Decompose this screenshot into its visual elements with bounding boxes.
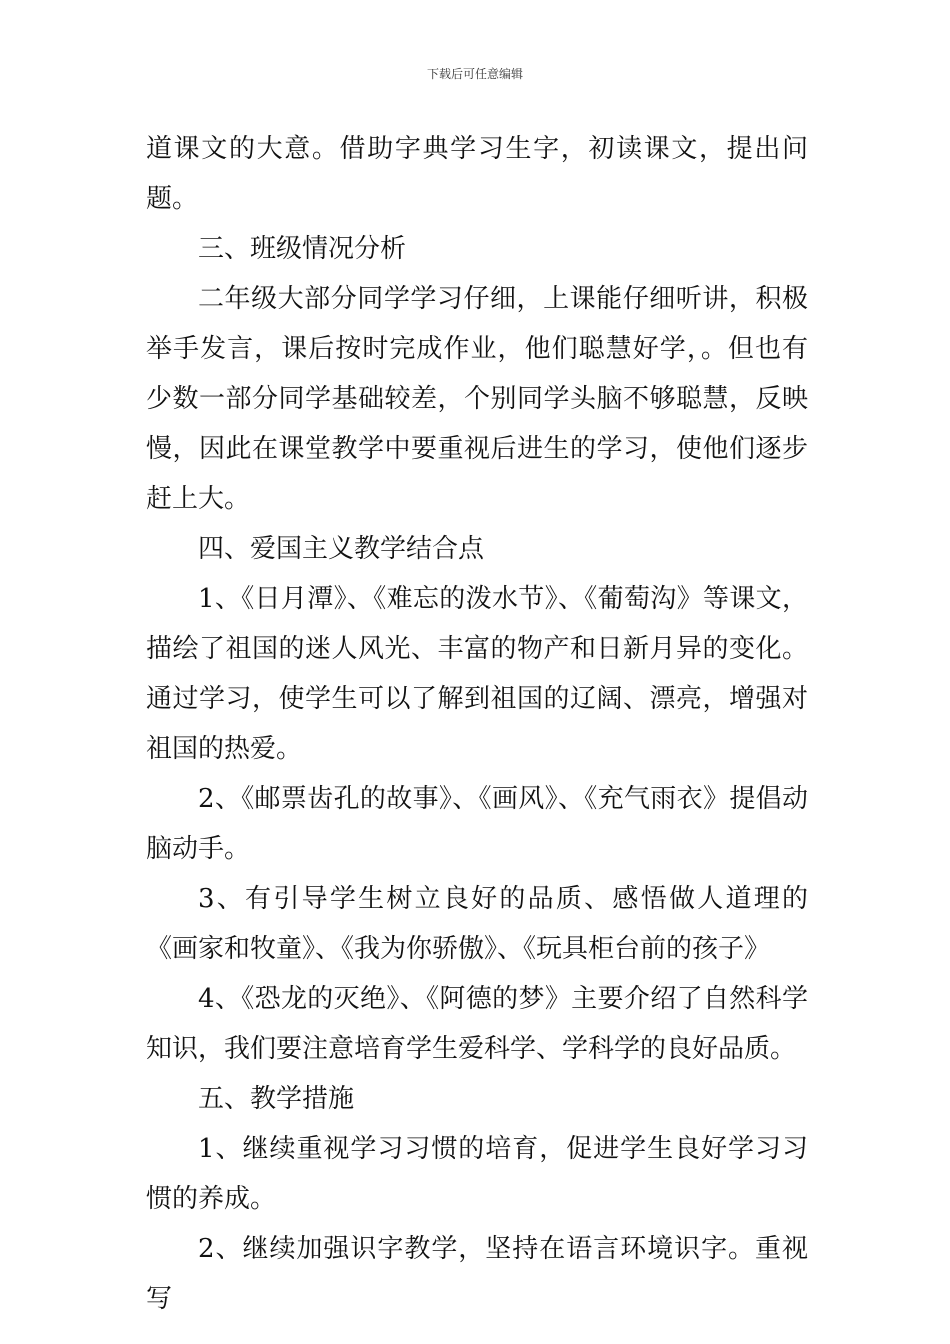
section-heading-patriotic-points: 四、爱国主义教学结合点 [198, 534, 485, 564]
paragraph-measure-1: 1、继续重视学习习惯的培育，促进学生良好学习习惯的养成。 [146, 1134, 808, 1214]
paragraph-patriotic-point-1: 1、《日月潭》、《难忘的泼水节》、《葡萄沟》等课文，描绘了祖国的迷人风光、丰富的物产和日新月异的变化。通过学习，使学生可以了解到祖国的辽阔、漂亮，增强对祖国的热爱。 [146, 584, 808, 764]
paragraph-continuation: 道课文的大意。借助字典学习生字，初读课文，提出问题。 [146, 134, 808, 214]
paragraph-class-analysis: 二年级大部分同学学习仔细，上课能仔细听讲，积极举手发言，课后按时完成作业，他们聪慧好学，。但也有少数一部分同学基础较差，个别同学头脑不够聪慧，反映慢，因此在课堂教学中要重视后进生的学习，使他们逐步赶上大。 [146, 284, 808, 514]
paragraph-patriotic-point-2: 2、《邮票齿孔的故事》、《画风》、《充气雨衣》提倡动脑动手。 [146, 784, 808, 864]
paragraph-measure-2: 2、继续加强识字教学，坚持在语言环境识字。重视写 [146, 1234, 808, 1314]
paragraph-patriotic-point-4: 4、《恐龙的灭绝》、《阿德的梦》主要介绍了自然科学知识，我们要注意培育学生爱科学、学科学的良好品质。 [146, 984, 808, 1064]
document-body [146, 124, 808, 1324]
paragraph-patriotic-point-3: 3、有引导学生树立良好的品质、感悟做人道理的《画家和牧童》、《我为你骄傲》、《玩具柜台前的孩子》 [146, 884, 808, 964]
page-header: 下载后可任意编辑 [426, 67, 523, 81]
section-heading-class-analysis: 三、班级情况分析 [198, 234, 407, 264]
section-heading-teaching-measures: 五、教学措施 [198, 1084, 355, 1114]
